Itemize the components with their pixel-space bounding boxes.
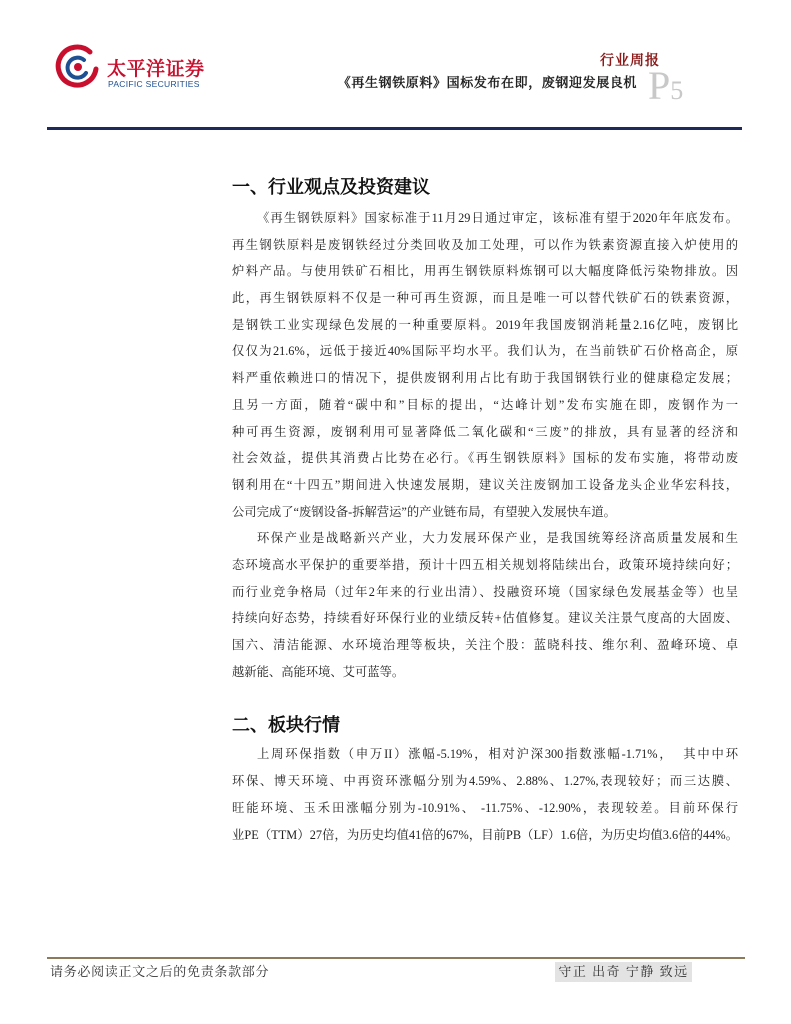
paragraph	[232, 205, 738, 525]
company-logo	[53, 43, 213, 93]
paragraph-line: 《再生钢铁原料》国家标准于11月29日通过审定，该标准有望于2020年年底发布。	[257, 211, 738, 225]
paragraph-line: 社会效益，提供其消费占比势在必行。《再生钢铁原料》国标的发布实施，将带动废	[232, 451, 738, 466]
page-number	[648, 63, 684, 115]
paragraph-line: 越新能、高能环境、艾可蓝等。	[232, 664, 405, 679]
paragraph	[232, 741, 738, 849]
paragraph-line: 国六、清洁能源、水环境治理等板块，关注个股：蓝晓科技、维尔利、盈峰环境、卓	[232, 638, 738, 652]
paragraph-line: 钢利用在“十四五”期间进入快速发展期，建议关注废钢加工设备龙头企业华宏科技，	[232, 477, 738, 492]
footer-motto: 守正 出奇 宁静 致远	[555, 962, 692, 982]
report-type: 行业周报	[600, 53, 660, 69]
company-name-en: PACIFIC SECURITIES	[108, 79, 200, 89]
report-title: 《再生钢铁原料》国标发布在即，废钢迎发展良机	[337, 76, 637, 91]
paragraph-line: 再生钢铁原料是废钢铁经过分类回收及加工处理，可以作为铁素资源直接入炉使用的	[232, 237, 738, 252]
paragraph-line: 料严重依赖进口的情况下，提供废钢利用占比有助于我国钢铁行业的健康稳定发展；	[232, 371, 738, 386]
paragraph-line: 态环境高水平保护的重要举措，预计十四五相关规划将陆续出台，政策环境持续向好；	[232, 557, 738, 572]
footer-divider	[47, 957, 745, 959]
paragraph-line: 环保、博天环境、中再资环涨幅分别为4.59%、2.88%、1.27%,表现较好；而三达膜、	[232, 774, 738, 788]
paragraph-line: 且另一方面，随着“碳中和”目标的提出，“达峰计划”发布实施在即，废钢作为一	[232, 397, 738, 412]
paragraph-line: 炉料产品。与使用铁矿石相比，用再生钢铁原料炼钢可以大幅度降低污染物排放。因	[232, 264, 738, 279]
paragraph-line: 上周环保指数（申万II）涨幅-5.19%，相对沪深300指数涨幅-1.71%， 其中中环	[257, 747, 738, 761]
paragraph-line: 种可再生资源，废钢利用可显著降低二氧化碳和“三废”的排放，具有显著的经济和	[232, 424, 738, 439]
paragraph-line: 而行业竞争格局（过年2年来的行业出清）、投融资环境（国家绿色发展基金等）也呈	[232, 584, 738, 599]
paragraph-line: 是钢铁工业实现绿色发展的一种重要原料。2019年我国废钢消耗量2.16亿吨，废钢比	[232, 317, 738, 332]
section-body	[232, 741, 738, 849]
paragraph-line: 旺能环境、玉禾田涨幅分别为-10.91%、 -11.75%、-12.90%，表现较差。目前环保行	[232, 801, 738, 815]
paragraph-line: 公司完成了“废钢设备-拆解营运”的产业链布局，有望驶入发展快车道。	[232, 504, 616, 519]
paragraph-line: 仅仅为21.6%，远低于接近40%国际平均水平。我们认为，在当前铁矿石价格高企，原	[232, 344, 738, 359]
header-divider	[47, 127, 742, 130]
section-heading: 一、行业观点及投资建议	[232, 177, 430, 198]
page-number-value: 5	[670, 76, 684, 105]
paragraph-line: 业PE（TTM）27倍，为历史均值41倍的67%，目前PB（LF）1.6倍，为历史均值3.6倍的44%。	[232, 828, 738, 842]
paragraph-line: 持续向好态势，持续看好环保行业的业绩反转+估值修复。建议关注景气度高的大固废、	[232, 611, 738, 626]
paragraph-line: 环保产业是战略新兴产业，大力发展环保产业，是我国统筹经济高质量发展和生	[257, 531, 738, 546]
paragraph	[232, 525, 738, 685]
section-body	[232, 205, 738, 685]
pacific-securities-logo-icon	[53, 43, 101, 91]
section-heading: 二、板块行情	[232, 715, 340, 736]
company-name-cn: 太平洋证券	[107, 58, 205, 80]
page-number-prefix: P	[648, 63, 671, 108]
paragraph-line: 此，再生钢铁原料不仅是一种可再生资源，而且是唯一可以替代铁矿石的铁素资源，	[232, 291, 738, 306]
footer-disclaimer: 请务必阅读正文之后的免责条款部分	[50, 964, 270, 979]
